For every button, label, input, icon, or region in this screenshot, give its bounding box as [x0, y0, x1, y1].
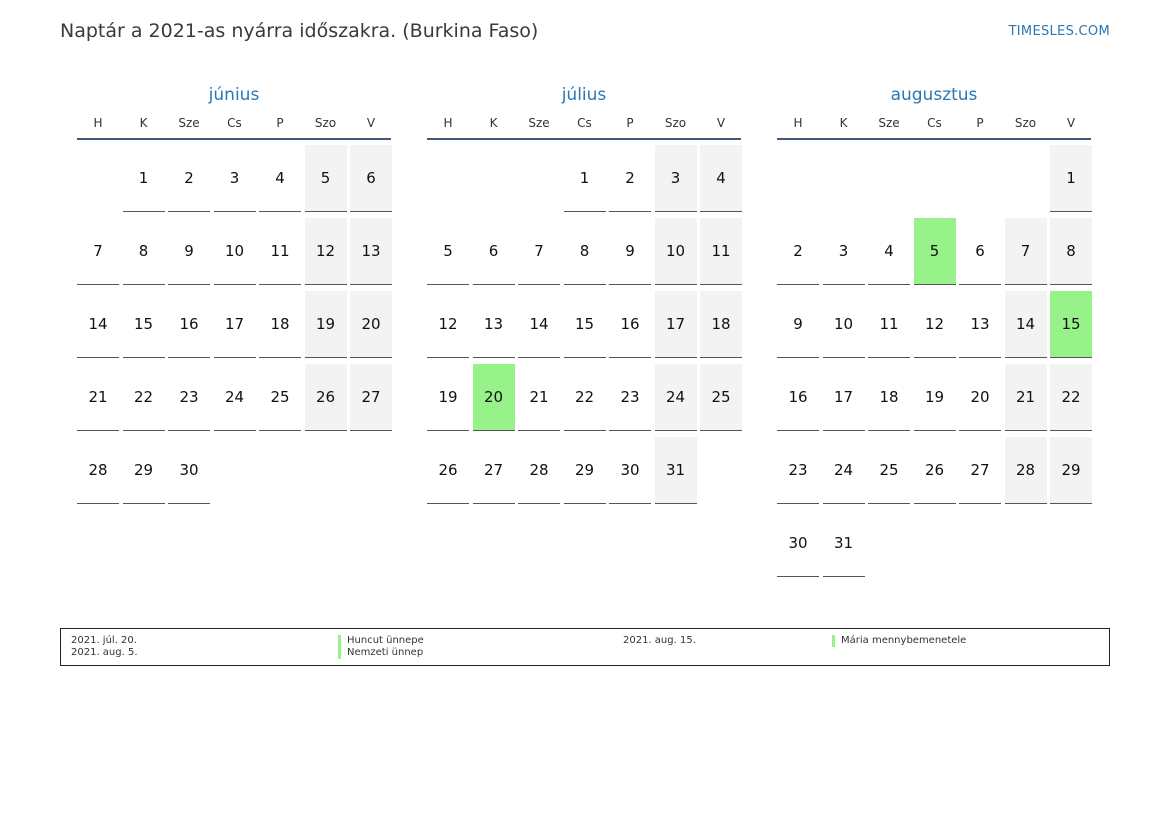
day-cell: 12: [914, 291, 956, 358]
weekday-label: H: [443, 116, 453, 130]
weekday-label: Cs: [577, 116, 592, 130]
day-cell: 13: [959, 291, 1001, 358]
holiday-legend: [60, 628, 1110, 666]
day-cell: 1: [123, 145, 165, 212]
day-cell: 16: [168, 291, 210, 358]
weekday-label: K: [489, 116, 498, 130]
day-cell: 30: [609, 437, 651, 504]
weekday-label: H: [93, 116, 103, 130]
day-cell: 24: [214, 364, 256, 431]
day-cell: 31: [823, 510, 865, 577]
day-cell: 3: [655, 145, 697, 212]
day-cell: 20: [350, 291, 392, 358]
weekday-header-row: [77, 116, 391, 140]
day-cell: 13: [350, 218, 392, 285]
day-cell: 16: [609, 291, 651, 358]
legend-date: 2021. júl. 20.: [71, 635, 137, 646]
legend-date: 2021. aug. 5.: [71, 647, 138, 658]
day-cell: 23: [609, 364, 651, 431]
day-cell: 8: [1050, 218, 1092, 285]
day-cell: 29: [1050, 437, 1092, 504]
day-cell: 5: [427, 218, 469, 285]
day-cell: 18: [700, 291, 742, 358]
weekday-label: P: [626, 116, 634, 130]
day-cell: 11: [700, 218, 742, 285]
day-cell: 20: [959, 364, 1001, 431]
day-cell: 4: [259, 145, 301, 212]
legend-date: 2021. aug. 15.: [623, 635, 696, 646]
legend-holiday-name: Nemzeti ünnep: [338, 647, 423, 659]
day-cell: 25: [700, 364, 742, 431]
day-cell: 6: [350, 145, 392, 212]
day-cell: 12: [427, 291, 469, 358]
day-cell: 19: [427, 364, 469, 431]
day-cell: 26: [914, 437, 956, 504]
weekday-label: Szo: [1014, 116, 1037, 130]
day-cell: 18: [259, 291, 301, 358]
day-cell: 10: [214, 218, 256, 285]
day-cell: 27: [350, 364, 392, 431]
day-cell: 8: [123, 218, 165, 285]
day-cell: 28: [77, 437, 119, 504]
weekday-header-row: [777, 116, 1091, 140]
day-cell: 2: [168, 145, 210, 212]
day-cell: 28: [518, 437, 560, 504]
weekday-label: V: [366, 116, 376, 130]
day-cell: 14: [1005, 291, 1047, 358]
weekday-label: Cs: [227, 116, 242, 130]
weekday-label: Sze: [878, 116, 900, 130]
day-cell: 19: [914, 364, 956, 431]
month-name: július: [561, 85, 607, 105]
weekday-label: Szo: [664, 116, 687, 130]
day-cell: 17: [823, 364, 865, 431]
day-cell: 11: [259, 218, 301, 285]
day-cell: 13: [473, 291, 515, 358]
weekday-label: P: [276, 116, 284, 130]
day-cell: 16: [777, 364, 819, 431]
day-cell: 7: [77, 218, 119, 285]
month-0: [77, 84, 391, 580]
day-cell: 17: [655, 291, 697, 358]
month-1: [427, 84, 741, 580]
day-cell: 30: [168, 437, 210, 504]
day-cell: 19: [305, 291, 347, 358]
day-cell: 12: [305, 218, 347, 285]
day-cell: 14: [77, 291, 119, 358]
day-cell: 10: [655, 218, 697, 285]
weekday-label: K: [839, 116, 848, 130]
day-cell: 25: [259, 364, 301, 431]
day-cell: 9: [168, 218, 210, 285]
day-cell: 7: [1005, 218, 1047, 285]
day-grid: [777, 140, 1091, 580]
day-cell: 11: [868, 291, 910, 358]
month-name: június: [208, 85, 260, 105]
weekday-header-row: [427, 116, 741, 140]
day-cell: 26: [427, 437, 469, 504]
weekday-label: Cs: [927, 116, 942, 130]
day-cell: 15: [564, 291, 606, 358]
weekday-label: P: [976, 116, 984, 130]
day-cell: 1: [564, 145, 606, 212]
day-cell: 29: [123, 437, 165, 504]
brand-link[interactable]: TIMESLES.COM: [1008, 24, 1110, 39]
day-cell: 9: [777, 291, 819, 358]
day-cell: 24: [655, 364, 697, 431]
day-cell: 22: [564, 364, 606, 431]
day-cell: 25: [868, 437, 910, 504]
day-cell: 4: [868, 218, 910, 285]
day-cell: 3: [823, 218, 865, 285]
holiday-day-cell: 5: [914, 218, 956, 285]
holiday-day-cell: 20: [473, 364, 515, 431]
day-cell: 10: [823, 291, 865, 358]
day-cell: 1: [1050, 145, 1092, 212]
day-cell: 2: [609, 145, 651, 212]
day-cell: 26: [305, 364, 347, 431]
day-cell: 7: [518, 218, 560, 285]
day-cell: 14: [518, 291, 560, 358]
day-cell: 5: [305, 145, 347, 212]
day-cell: 18: [868, 364, 910, 431]
page-title: Naptár a 2021-as nyárra időszakra. (Burkina Faso): [60, 20, 539, 42]
weekday-label: V: [1066, 116, 1076, 130]
day-cell: 6: [959, 218, 1001, 285]
day-cell: 3: [214, 145, 256, 212]
holiday-day-cell: 15: [1050, 291, 1092, 358]
weekday-label: K: [139, 116, 148, 130]
day-cell: 22: [1050, 364, 1092, 431]
day-cell: 27: [473, 437, 515, 504]
month-name: augusztus: [890, 85, 978, 105]
day-cell: 2: [777, 218, 819, 285]
day-cell: 31: [655, 437, 697, 504]
day-cell: 15: [123, 291, 165, 358]
day-cell: 23: [168, 364, 210, 431]
day-cell: 24: [823, 437, 865, 504]
day-cell: 21: [1005, 364, 1047, 431]
day-cell: 27: [959, 437, 1001, 504]
weekday-label: Sze: [178, 116, 200, 130]
day-cell: 9: [609, 218, 651, 285]
day-cell: 30: [777, 510, 819, 577]
weekday-label: Sze: [528, 116, 550, 130]
day-cell: 8: [564, 218, 606, 285]
day-grid: [77, 140, 391, 580]
legend-holiday-name: Huncut ünnepe: [338, 635, 424, 647]
day-cell: 23: [777, 437, 819, 504]
day-cell: 28: [1005, 437, 1047, 504]
day-cell: 21: [77, 364, 119, 431]
day-cell: 22: [123, 364, 165, 431]
day-cell: 4: [700, 145, 742, 212]
month-2: [777, 84, 1091, 580]
weekday-label: V: [716, 116, 726, 130]
weekday-label: H: [793, 116, 803, 130]
day-grid: [427, 140, 741, 580]
weekday-label: Szo: [314, 116, 337, 130]
day-cell: 17: [214, 291, 256, 358]
day-cell: 29: [564, 437, 606, 504]
day-cell: 6: [473, 218, 515, 285]
day-cell: 21: [518, 364, 560, 431]
legend-holiday-name: Mária mennybemenetele: [832, 635, 966, 647]
